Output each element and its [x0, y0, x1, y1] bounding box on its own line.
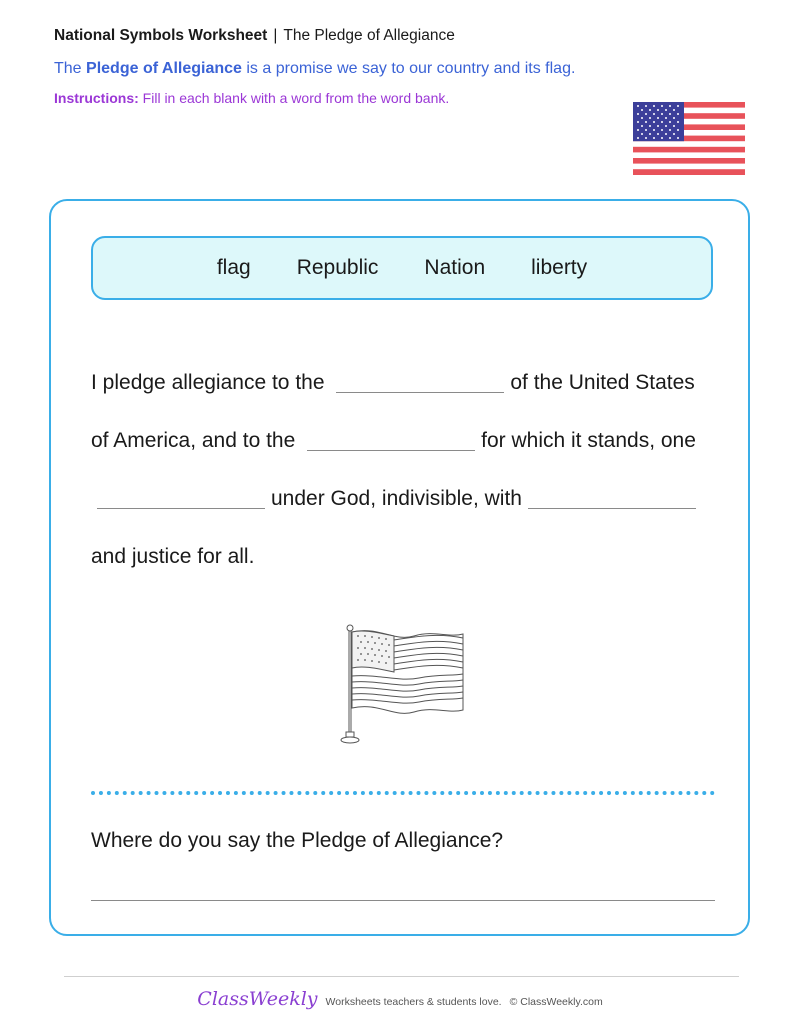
- instructions-text: Fill in each blank with a word from the word bank.: [142, 90, 450, 106]
- title-separator: |: [273, 27, 278, 44]
- intro-strong: Pledge of Allegiance: [86, 60, 242, 77]
- sentence-part: under God, indivisible, with: [271, 487, 522, 510]
- worksheet-title-rest: The Pledge of Allegiance: [283, 27, 455, 44]
- word-bank-item: Nation: [424, 256, 486, 279]
- footer-divider: [64, 976, 739, 977]
- pledge-sentence: [91, 354, 711, 586]
- us-flag-icon: [633, 102, 745, 175]
- fill-blank-4[interactable]: [528, 488, 696, 509]
- footer: [0, 988, 800, 1010]
- sentence-part: and justice for all.: [91, 545, 255, 568]
- footer-copyright: © ClassWeekly.com: [509, 996, 603, 1008]
- worksheet-title-bold: National Symbols Worksheet: [54, 27, 268, 44]
- word-bank: [91, 236, 713, 300]
- intro-pre: The: [54, 60, 82, 77]
- intro-text: [54, 56, 614, 81]
- flag-on-pole-outline-icon: [339, 624, 465, 746]
- question-text: Where do you say the Pledge of Allegiance?: [91, 829, 504, 852]
- word-bank-item: flag: [216, 256, 251, 279]
- section-divider: [91, 791, 715, 795]
- fill-blank-1[interactable]: [336, 372, 504, 393]
- intro-post: is a promise we say to our country and its flag.: [246, 60, 576, 77]
- word-bank-item: liberty: [531, 256, 588, 279]
- instructions-label: Instructions:: [54, 90, 139, 106]
- footer-tagline: Worksheets teachers & students love.: [325, 996, 502, 1008]
- worksheet-card: [49, 199, 750, 936]
- sentence-part: of the United States of America, and to the: [91, 371, 695, 452]
- instructions: [54, 90, 614, 106]
- word-bank-item: Republic: [296, 256, 379, 279]
- fill-blank-3[interactable]: [97, 488, 265, 509]
- fill-blank-2[interactable]: [307, 430, 475, 451]
- worksheet-title: [54, 26, 614, 46]
- answer-line[interactable]: [91, 900, 715, 901]
- sentence-part: for which it stands, one: [481, 429, 696, 452]
- worksheet-header: [54, 26, 614, 106]
- sentence-part: I pledge allegiance to the: [91, 371, 325, 394]
- brand-logo: ClassWeekly: [197, 988, 318, 1010]
